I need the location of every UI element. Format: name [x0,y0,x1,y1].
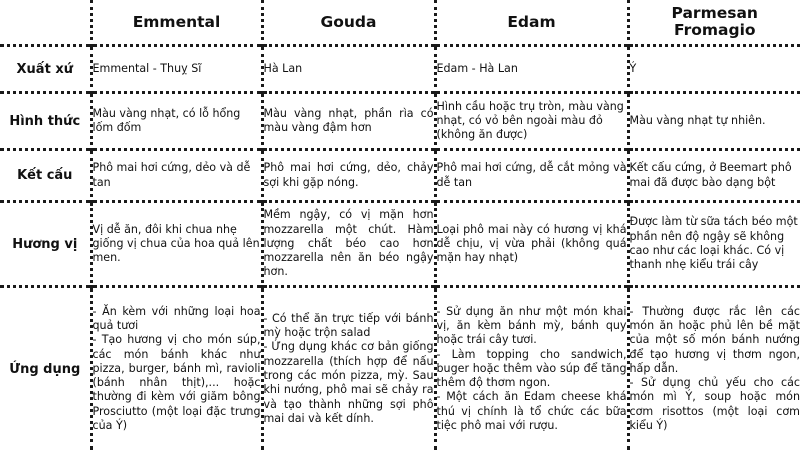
usage-parmesan [628,287,800,450]
row-label-flavor: Hương vị [0,202,91,287]
row-flavor [0,202,800,287]
header-edam: Edam [435,0,628,46]
header-emmental: Emmental [91,0,262,46]
row-label-texture: Kết cấu [0,150,91,202]
texture-parmesan: Kết cấu cứng, ở Beemart phô mai đã được bào dạng bột [628,150,800,202]
usage-gouda [262,287,435,450]
row-form [0,93,800,150]
form-emmental: Màu vàng nhạt, có lỗ hổng lốm đốm [91,93,262,150]
usage-edam-item: - Một cách ăn Edam cheese khá thú vị chính là tổ chức các bữa tiệc phô mai với rượu. [436,390,627,433]
usage-parmesan-item: - Thường được rắc lên các món ăn hoặc phủ lên bề mặt của một số món bánh nướng để tạo hương vị thơm ngon, hấp dẫn. [629,304,800,375]
texture-emmental: Phô mai hơi cứng, dẻo và dễ tan [91,150,262,202]
header-row [0,0,800,46]
origin-emmental: Emmental - Thuỵ Sĩ [91,46,262,93]
flavor-parmesan: Được làm từ sữa tách béo một phần nên độ ngậy sẽ không cao như các loại khác. Có vị thanh nhẹ kiểu trái cây [628,202,800,287]
texture-edam: Phô mai hơi cứng, dễ cắt mỏng và dễ tan [435,150,628,202]
row-usage [0,287,800,450]
usage-parmesan-item: - Sử dụng chủ yếu cho các món mì Ý, soup hoặc món cơm risottos (một loại cơm kiểu Ý) [629,376,800,433]
header-parmesan [628,0,800,46]
origin-edam: Edam - Hà Lan [435,46,628,93]
row-texture [0,150,800,202]
header-parmesan-line2: Fromagio [673,21,756,39]
usage-gouda-item: - Ứng dụng khác cơ bản giống mozzarella (thích hợp để nấu trong các món pizza, mỳ. Sau khi nướng, phô mai sẽ chảy ra và tạo thành những sợi phô mai dai và kết dính. [263,340,434,425]
texture-gouda: Phô mai hơi cứng, dẻo, chảy sợi khi gặp nóng. [262,150,435,202]
usage-emmental-item: - Ăn kèm với những loại hoa quả tươi [92,304,261,332]
header-parmesan-line1: Parmesan [671,4,758,22]
row-label-form: Hình thức [0,93,91,150]
form-parmesan: Màu vàng nhạt tự nhiên. [628,93,800,150]
usage-gouda-item: - Có thể ăn trực tiếp với bánh mỳ hoặc trộn salad [263,311,434,340]
origin-gouda: Hà Lan [262,46,435,93]
form-gouda: Màu vàng nhạt, phần rìa có màu vàng đậm hơn [262,93,435,150]
flavor-emmental: Vị dễ ăn, đôi khi chua nhẹ giống vị chua của hoa quả lên men. [91,202,262,287]
row-label-origin: Xuất xứ [0,46,91,93]
header-empty-cell [0,0,91,46]
form-edam: Hình cầu hoặc trụ tròn, màu vàng nhạt, có vỏ bên ngoài màu đỏ (không ăn được) [435,93,628,150]
usage-emmental-item: - Tạo hương vị cho món súp, các món bánh khác như pizza, burger, bánh mì, ravioli (bánh nhân thịt),... hoặc thường đi kèm với giăm bông Prosciutto (một loại đặc trưng của Ý) [92,333,261,433]
usage-edam-item: - Sử dụng ăn như một món khai vị, ăn kèm bánh mỳ, bánh quy hoặc trái cây tươi. [436,304,627,347]
usage-emmental [91,287,262,450]
origin-parmesan: Ý [628,46,800,93]
flavor-edam: Loại phô mai này có hương vị khá dễ chịu, vị vừa phải (không quá mặn hay nhạt) [435,202,628,287]
row-label-usage: Ứng dụng [0,287,91,450]
usage-edam-item: - Làm topping cho sandwich, buger hoặc thêm vào súp để tăng thêm độ thơm ngon. [436,347,627,390]
flavor-gouda: Mềm ngậy, có vị mặn hơn mozzarella một chút. Hàm lượng chất béo cao hơn mozzarella nên ăn béo ngậy hơn. [262,202,435,287]
header-gouda: Gouda [262,0,435,46]
usage-edam [435,287,628,450]
row-origin [0,46,800,93]
